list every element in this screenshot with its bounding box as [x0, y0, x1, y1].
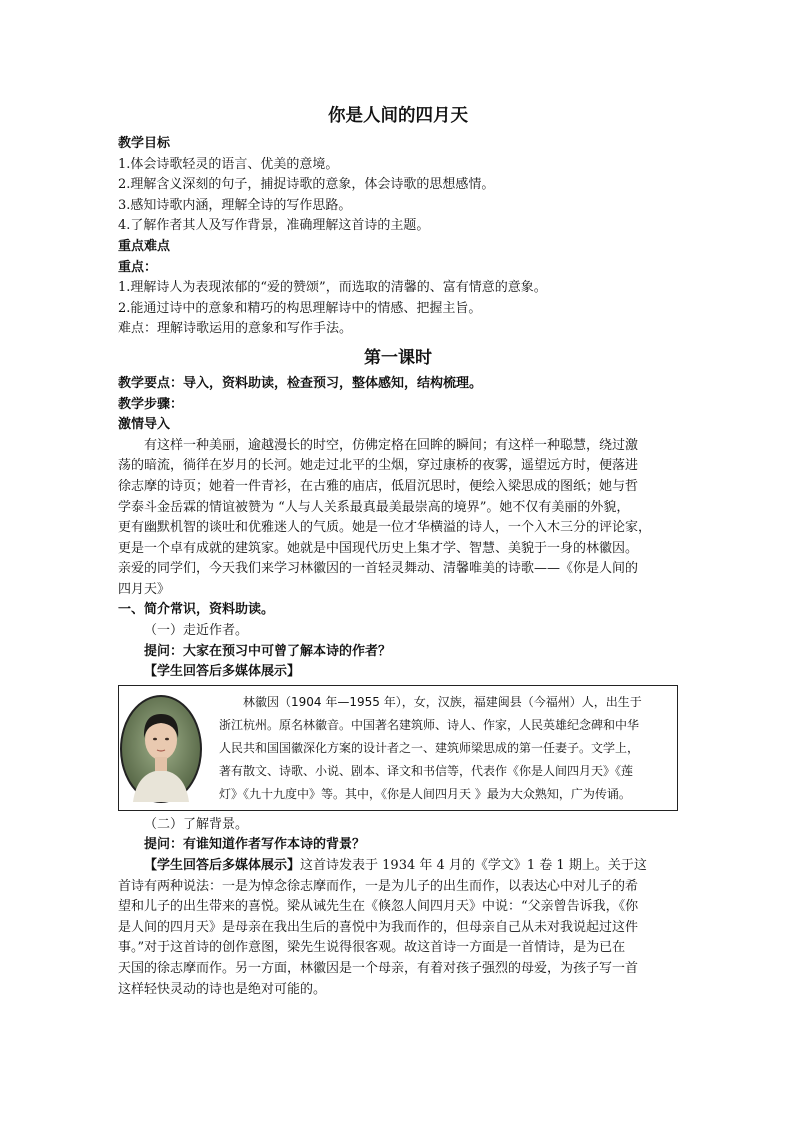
bio-line: 人民共和国国徽深化方案的设计者之一、建筑师梁思成的第一任妻子。文学上， [219, 740, 640, 755]
background-line: 天国的徐志摩而作。另一方面，林徽因是一个母亲，有着对孩子强烈的母爱，为孩子写一首 [118, 961, 639, 976]
bio-line: 浙江杭州。原名林徽音。中国著名建筑师、诗人、作家，人民英雄纪念碑和中华 [219, 717, 640, 732]
question-2: 提问：有谁知道作者写作本诗的背景？ [144, 837, 366, 853]
intro-heading: 激情导入 [118, 417, 171, 433]
background-line: 是人间的四月天》是母亲在我出生后的喜悦中为我而作的，但母亲自己从未对我说起过这件 [118, 919, 639, 935]
author-bio-box [118, 685, 678, 811]
document-page [118, 100, 678, 1000]
section1-sub1: （一）走近作者。 [144, 623, 249, 639]
page-title: 你是人间的四月天 [328, 106, 468, 126]
background-line: 首诗有两种说法：一是为悼念徐志摩而作，一是为儿子的出生而作，以表达心中对儿子的希 [118, 878, 639, 894]
background-line: 事。”对于这首诗的创作意图，梁先生说得很客观。故这首诗一方面是一首情诗，是为已在 [118, 940, 626, 956]
bio-line: 著有散文、诗歌、小说、剧本、译文和书信等，代表作《你是人间四月天》《莲 [219, 763, 634, 778]
lesson-points: 教学要点：导入，资料助读，检查预习，整体感知，结构梳理。 [118, 375, 483, 391]
difficulty-text: 难点：理解诗歌运用的意象和写作手法。 [118, 321, 353, 337]
goal-item: 3.感知诗歌内涵，理解全诗的写作思路。 [118, 197, 352, 213]
bio-line: 灯》《九十九度中》等。其中，《你是人间四月天 》最为大众熟知，广为传诵。 [219, 786, 631, 801]
goal-item: 2.理解含义深刻的句子，捕捉诗歌的意象，体会诗歌的思想感情。 [118, 177, 495, 193]
intro-line: 更有幽默机智的谈吐和优雅迷人的气质。她是一位才华横溢的诗人，一个入木三分的评论家， [118, 520, 652, 536]
media-label: 【学生回答后多媒体展示】 [144, 664, 301, 680]
author-bio-text [219, 691, 671, 806]
intro-line: 学泰斗金岳霖的情谊被赞为 “人与人关系最真最美最崇高的境界”。她不仅有美丽的外貌， [118, 499, 630, 515]
goal-item: 4.了解作者其人及写作背景，准确理解这首诗的主题。 [118, 218, 430, 234]
lesson-steps: 教学步骤： [118, 396, 184, 412]
intro-line: 更是一个卓有成就的建筑家。她就是中国现代历史上集才学、智慧、美貌于一身的林徽因。 [118, 540, 639, 556]
intro-line: 荡的暗流，徜徉在岁月的长河。她走过北平的尘烟，穿过康桥的夜雾，遥望远方时，便落进 [118, 458, 639, 474]
intro-line: 四月天》 [118, 581, 171, 597]
goals-heading: 教学目标 [118, 136, 171, 151]
background-line: 望和儿子的出生带来的喜悦。梁从诫先生在《倏忽人间四月天》中说：“父亲曾告诉我，《你 [118, 899, 639, 915]
intro-line: 有这样一种美丽，逾越漫长的时空，仿佛定格在回眸的瞬间；有这样一种聪慧，绕过激 [144, 437, 639, 453]
lesson-title: 第一课时 [364, 347, 432, 368]
question-1: 提问：大家在预习中可曾了解本诗的作者？ [144, 643, 392, 659]
background-line: 这首诗发表于 1934 年 4 月的《学文》1 卷 1 期上。关于这 [300, 858, 647, 874]
author-portrait-image [119, 694, 203, 804]
intro-line: 徐志摩的诗页；她着一件青衫，在古雅的庙店，低眉沉思时，便绘入梁思成的图纸；她与哲 [118, 478, 639, 494]
bio-line: 林徽因（1904 年—1955 年），女，汉族，福建闽县（今福州）人，出生于 [243, 694, 642, 709]
section1-heading: 一、简介常识，资料助读。 [118, 602, 275, 618]
keypoints-heading: 重点难点 [118, 238, 171, 254]
keypoint-item: 2.能通过诗中的意象和精巧的构思理解诗中的情感、把握主旨。 [118, 300, 482, 316]
intro-line: 亲爱的同学们，今天我们来学习林徽因的一首轻灵舞动、清馨唯美的诗歌——《你是人间的 [118, 561, 639, 577]
section1-sub2: （二）了解背景。 [144, 816, 249, 832]
keypoint-item: 1.理解诗人为表现浓郁的“爱的赞颂”，而选取的清馨的、富有情意的意象。 [118, 280, 547, 296]
background-first-line [118, 856, 678, 877]
background-line: 这样轻快灵动的诗也是绝对可能的。 [118, 981, 327, 997]
background-label: 【学生回答后多媒体展示】 [144, 858, 301, 874]
keypoints-sub: 重点： [118, 259, 158, 275]
goal-item: 1.体会诗歌轻灵的语言、优美的意境。 [118, 156, 339, 172]
